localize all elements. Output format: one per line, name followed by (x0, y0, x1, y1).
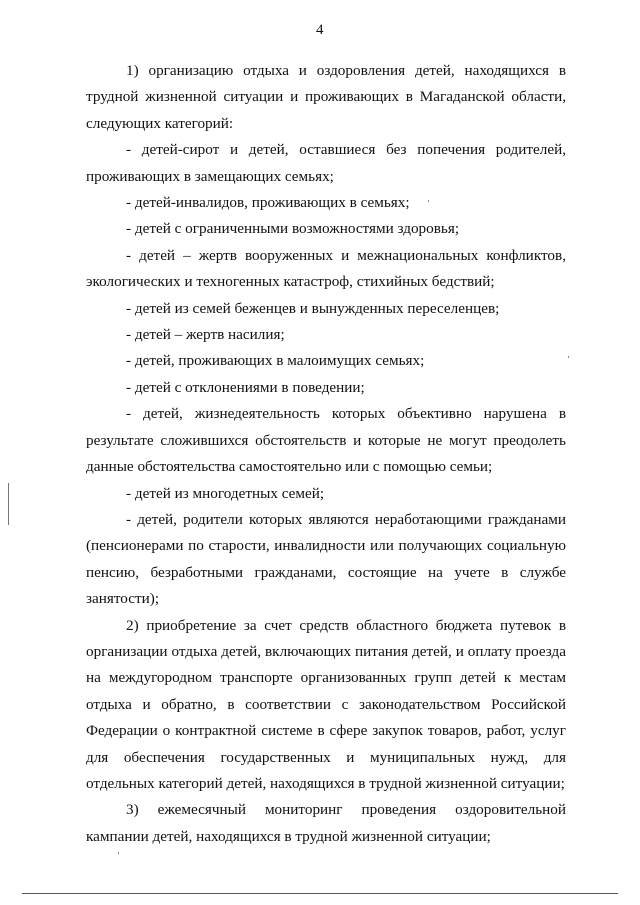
paragraph-item-conflict-victims: - детей – жертв вооруженных и межнациональных конфликтов, экологических и техногенных катастроф, стихийных бедствий; (86, 246, 566, 291)
paragraph-item-circumstances: - детей, жизнедеятельность которых объективно нарушена в результате сложившихся обстоятельств и которые не могут преодолеть данные обстоятельства самостоятельно или с помощью семьи; (86, 405, 566, 476)
page-bottom-edge (22, 893, 618, 894)
paragraph-item-violence-victims: - детей – жертв насилия; (126, 326, 285, 344)
document-body (86, 58, 566, 850)
paragraph-item-large-families: - детей из многодетных семей; (126, 484, 325, 502)
paragraph-item-3: 3) ежемесячный мониторинг проведения оздоровительной кампании детей, находящихся в трудной жизненной ситуации; (86, 801, 566, 845)
page-number: 4 (316, 22, 324, 38)
paragraph-item-low-income: - детей, проживающих в малоимущих семьях; (126, 352, 425, 370)
paragraph-item-behavior: - детей с отклонениями в поведении; (126, 378, 365, 396)
scan-speck (568, 356, 569, 358)
paragraph-item-unemployed-parents: - детей, родители которых являются неработающими гражданами (пенсионерами по старости, инвалидности или получающих социальную пенсию, безработными гражданами, состоящие на учете в службе занятости); (86, 510, 566, 608)
paragraph-item-2: 2) приобретение за счет средств областного бюджета путевок в организации отдыха детей, включающих питания детей, и оплату проезда на междугородном транспорте организованных групп детей к местам отдыха и обратно, в соответствии с законодательством Российской Федерации о контрактной системе в сфере закупок товаров, работ, услуг для обеспечения государственных и муниципальных нужд, для отдельных категорий детей, находящихся в трудной жизненной ситуации; (86, 616, 566, 792)
paragraph-item-refugees: - детей из семей беженцев и вынужденных переселенцев; (126, 299, 500, 317)
scan-speck (118, 852, 119, 854)
paragraph-item-1: 1) организацию отдыха и оздоровления детей, находящихся в трудной жизненной ситуации и проживающих в Магаданской области, следующих категорий: (86, 62, 566, 132)
paragraph-item-disabled: - детей-инвалидов, проживающих в семьях; (126, 194, 410, 212)
scan-margin-mark (8, 483, 9, 525)
paragraph-item-orphans: - детей-сирот и детей, оставшиеся без попечения родителей, проживающих в замещающих семьях; (86, 141, 566, 185)
scan-speck (428, 200, 429, 202)
paragraph-item-limited-health: - детей с ограниченными возможностями здоровья; (126, 220, 460, 238)
